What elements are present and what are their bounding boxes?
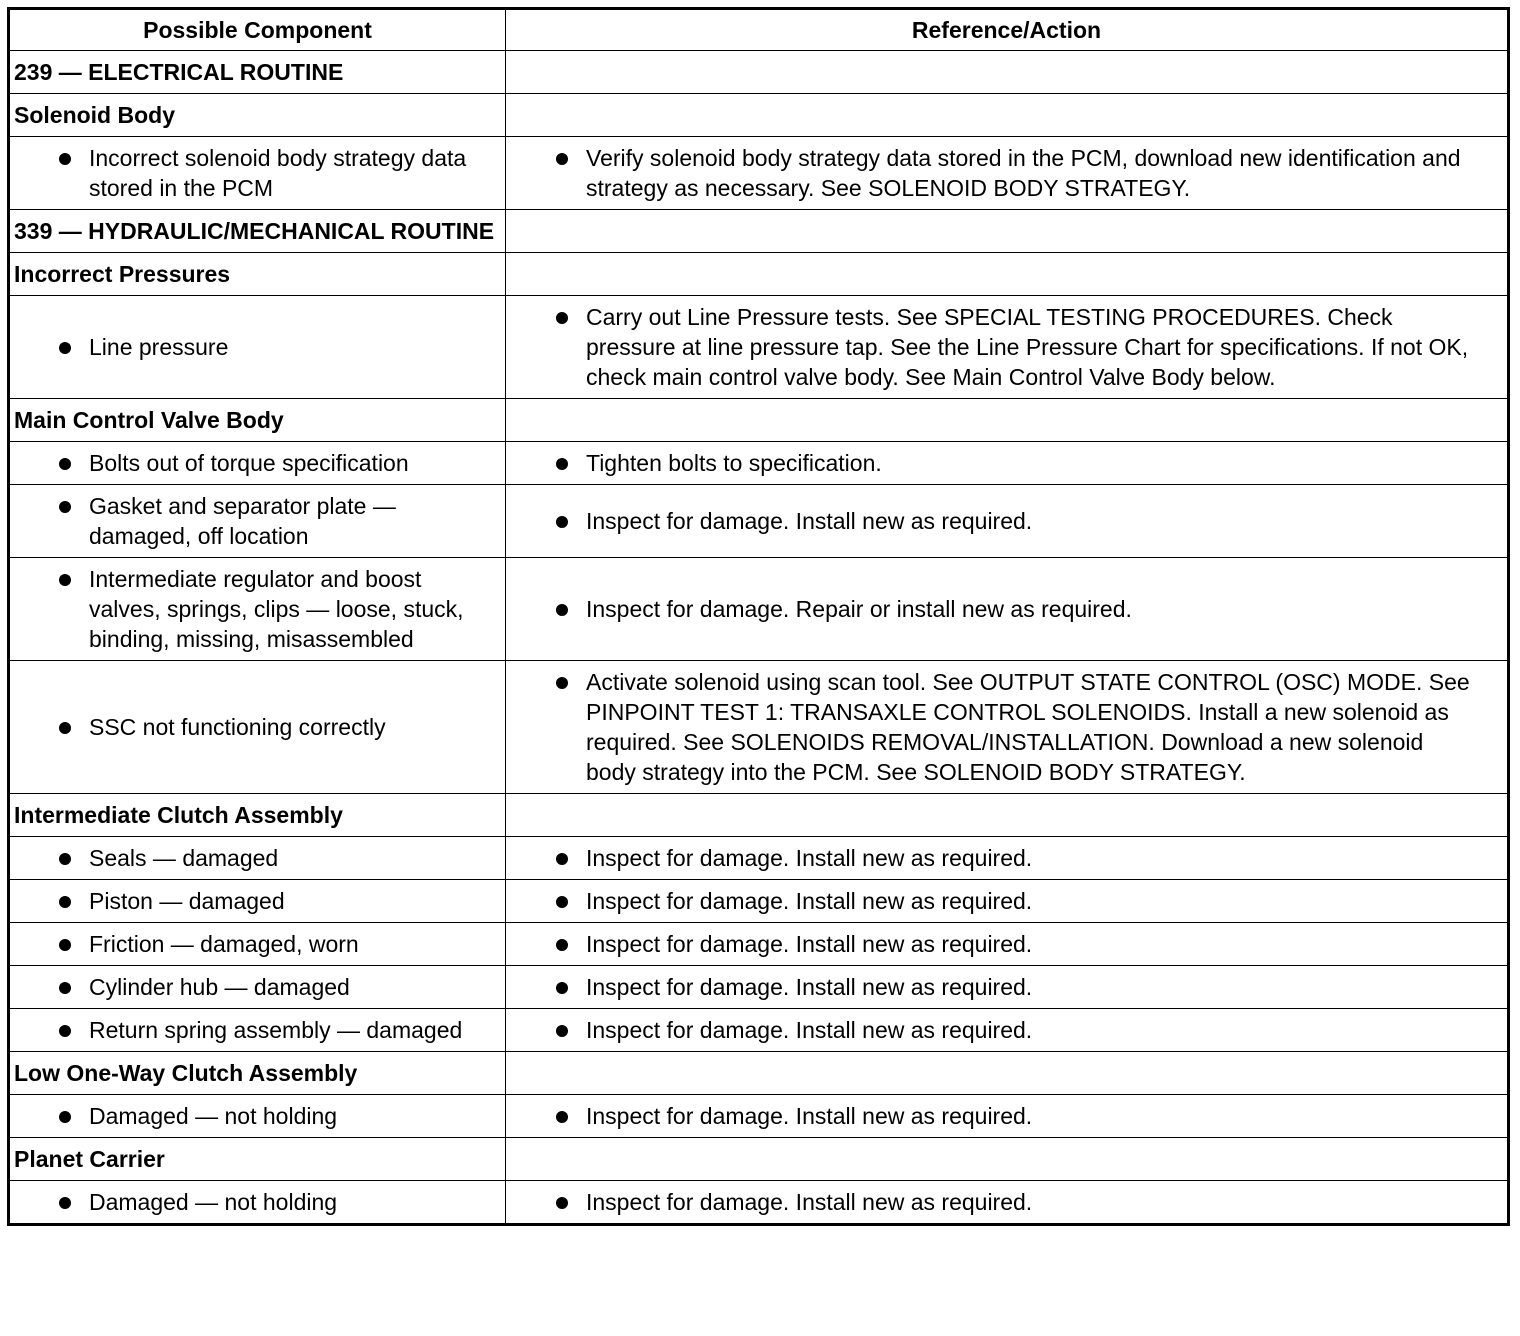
table-row [9, 923, 1509, 966]
empty-action-cell [506, 210, 1509, 253]
component-text: SSC not functioning correctly [89, 714, 386, 740]
section-row [9, 94, 1509, 137]
table-body [9, 51, 1509, 1225]
section-row [9, 794, 1509, 837]
component-text: Return spring assembly — damaged [89, 1017, 463, 1043]
component-bullet-item [10, 1181, 505, 1223]
bullet-icon [59, 722, 71, 734]
empty-action-cell [506, 94, 1509, 137]
component-bullet-item [10, 137, 505, 209]
action-text: Inspect for damage. Install new as required. [586, 508, 1033, 534]
section-heading: Main Control Valve Body [9, 399, 506, 442]
component-text: Piston — damaged [89, 888, 285, 914]
bullet-icon [59, 982, 71, 994]
component-cell [9, 1095, 506, 1138]
component-text: Gasket and separator plate — damaged, off location [89, 493, 396, 549]
table-row [9, 1095, 1509, 1138]
action-bullet-item [506, 837, 1507, 879]
action-cell [506, 1009, 1509, 1052]
action-cell [506, 880, 1509, 923]
action-text: Inspect for damage. Install new as required. [586, 845, 1033, 871]
component-cell [9, 880, 506, 923]
bullet-icon [59, 1111, 71, 1123]
section-heading: Low One-Way Clutch Assembly [9, 1052, 506, 1095]
bullet-icon [59, 574, 71, 586]
section-row [9, 1052, 1509, 1095]
bullet-icon [556, 677, 568, 689]
action-bullet-item [506, 1095, 1507, 1137]
action-cell [506, 137, 1509, 210]
header-reference-action: Reference/Action [506, 9, 1509, 51]
table-row [9, 837, 1509, 880]
table-row [9, 966, 1509, 1009]
component-bullet-item [10, 923, 505, 965]
section-heading: Intermediate Clutch Assembly [9, 794, 506, 837]
bullet-icon [59, 153, 71, 165]
action-text: Inspect for damage. Install new as required. [586, 1017, 1033, 1043]
component-cell [9, 485, 506, 558]
component-text: Line pressure [89, 334, 229, 360]
action-bullet-item [506, 442, 1507, 484]
component-cell [9, 296, 506, 399]
action-text: Inspect for damage. Repair or install new as required. [586, 596, 1132, 622]
action-text: Inspect for damage. Install new as required. [586, 974, 1033, 1000]
bullet-icon [556, 853, 568, 865]
bullet-icon [556, 1197, 568, 1209]
empty-action-cell [506, 794, 1509, 837]
section-row [9, 399, 1509, 442]
bullet-icon [59, 342, 71, 354]
component-text: Damaged — not holding [89, 1103, 338, 1129]
table-row [9, 661, 1509, 794]
component-cell [9, 442, 506, 485]
bullet-icon [556, 458, 568, 470]
table-row [9, 880, 1509, 923]
action-cell [506, 837, 1509, 880]
action-cell [506, 485, 1509, 558]
bullet-icon [59, 1025, 71, 1037]
table-row [9, 442, 1509, 485]
component-bullet-item [10, 326, 505, 368]
component-bullet-item [10, 558, 505, 660]
action-text: Verify solenoid body strategy data stored in the PCM, download new identification and strategy as necessary. See SOLENOID BODY STRATEGY. [586, 145, 1461, 201]
component-cell [9, 1181, 506, 1225]
action-bullet-item [506, 500, 1507, 542]
bullet-icon [556, 896, 568, 908]
action-cell [506, 966, 1509, 1009]
component-bullet-item [10, 706, 505, 748]
table-row [9, 137, 1509, 210]
component-text: Intermediate regulator and boost valves, springs, clips — loose, stuck, binding, missing, misassembled [89, 566, 464, 652]
bullet-icon [556, 516, 568, 528]
empty-action-cell [506, 1052, 1509, 1095]
table-row [9, 485, 1509, 558]
bullet-icon [59, 1197, 71, 1209]
action-bullet-item [506, 966, 1507, 1008]
action-text: Carry out Line Pressure tests. See SPECIAL TESTING PROCEDURES. Check pressure at line pressure tap. See the Line Pressure Chart for specifications. If not OK, check main control valve body. See Main Control Valve Body below. [586, 304, 1469, 390]
action-cell [506, 661, 1509, 794]
bullet-icon [556, 312, 568, 324]
section-row [9, 1138, 1509, 1181]
component-bullet-item [10, 880, 505, 922]
component-text: Incorrect solenoid body strategy data stored in the PCM [89, 145, 467, 201]
action-bullet-item [506, 1009, 1507, 1051]
table-row [9, 1009, 1509, 1052]
action-text: Tighten bolts to specification. [586, 450, 882, 476]
action-bullet-item [506, 880, 1507, 922]
component-bullet-item [10, 442, 505, 484]
component-cell [9, 966, 506, 1009]
section-heading: Planet Carrier [9, 1138, 506, 1181]
action-text: Inspect for damage. Install new as required. [586, 1189, 1033, 1215]
empty-action-cell [506, 51, 1509, 94]
component-cell [9, 558, 506, 661]
bullet-icon [556, 604, 568, 616]
empty-action-cell [506, 1138, 1509, 1181]
header-row [9, 9, 1509, 51]
component-text: Friction — damaged, worn [89, 931, 359, 957]
table-row [9, 1181, 1509, 1225]
bullet-icon [59, 939, 71, 951]
diagnostic-table [7, 7, 1510, 1226]
action-cell [506, 923, 1509, 966]
action-cell [506, 1181, 1509, 1225]
bullet-icon [59, 853, 71, 865]
bullet-icon [556, 939, 568, 951]
bullet-icon [59, 501, 71, 513]
component-bullet-item [10, 1095, 505, 1137]
action-bullet-item [506, 1181, 1507, 1223]
action-bullet-item [506, 137, 1507, 209]
component-cell [9, 837, 506, 880]
component-bullet-item [10, 966, 505, 1008]
bullet-icon [556, 1025, 568, 1037]
section-heading: 339 — HYDRAULIC/MECHANICAL ROUTINE [9, 210, 506, 253]
bullet-icon [59, 458, 71, 470]
section-heading: Solenoid Body [9, 94, 506, 137]
action-bullet-item [506, 588, 1507, 630]
action-text: Inspect for damage. Install new as required. [586, 931, 1033, 957]
section-row [9, 51, 1509, 94]
empty-action-cell [506, 253, 1509, 296]
bullet-icon [556, 153, 568, 165]
action-text: Inspect for damage. Install new as required. [586, 1103, 1033, 1129]
header-possible-component: Possible Component [9, 9, 506, 51]
action-cell [506, 442, 1509, 485]
diagnostic-table-container [7, 7, 1507, 1226]
action-text: Activate solenoid using scan tool. See OUTPUT STATE CONTROL (OSC) MODE. See PINPOINT TEST 1: TRANSAXLE CONTROL SOLENOIDS. Install a new solenoid as required. See SOLENOIDS REMOVAL/INSTALLATION. Download a new solenoid body strategy into the PCM. See SOLENOID BODY STRATEGY. [586, 669, 1470, 785]
component-cell [9, 661, 506, 794]
table-row [9, 296, 1509, 399]
component-cell [9, 1009, 506, 1052]
component-text: Bolts out of torque specification [89, 450, 409, 476]
component-cell [9, 137, 506, 210]
component-text: Cylinder hub — damaged [89, 974, 350, 1000]
action-bullet-item [506, 923, 1507, 965]
table-row [9, 558, 1509, 661]
component-bullet-item [10, 485, 505, 557]
action-cell [506, 558, 1509, 661]
bullet-icon [556, 1111, 568, 1123]
section-heading: Incorrect Pressures [9, 253, 506, 296]
section-row [9, 253, 1509, 296]
component-bullet-item [10, 1009, 505, 1051]
section-heading: 239 — ELECTRICAL ROUTINE [9, 51, 506, 94]
empty-action-cell [506, 399, 1509, 442]
component-text: Seals — damaged [89, 845, 279, 871]
action-cell [506, 1095, 1509, 1138]
bullet-icon [556, 982, 568, 994]
component-cell [9, 923, 506, 966]
action-bullet-item [506, 296, 1507, 398]
action-bullet-item [506, 661, 1507, 793]
component-bullet-item [10, 837, 505, 879]
action-text: Inspect for damage. Install new as required. [586, 888, 1033, 914]
bullet-icon [59, 896, 71, 908]
action-cell [506, 296, 1509, 399]
component-text: Damaged — not holding [89, 1189, 338, 1215]
section-row [9, 210, 1509, 253]
